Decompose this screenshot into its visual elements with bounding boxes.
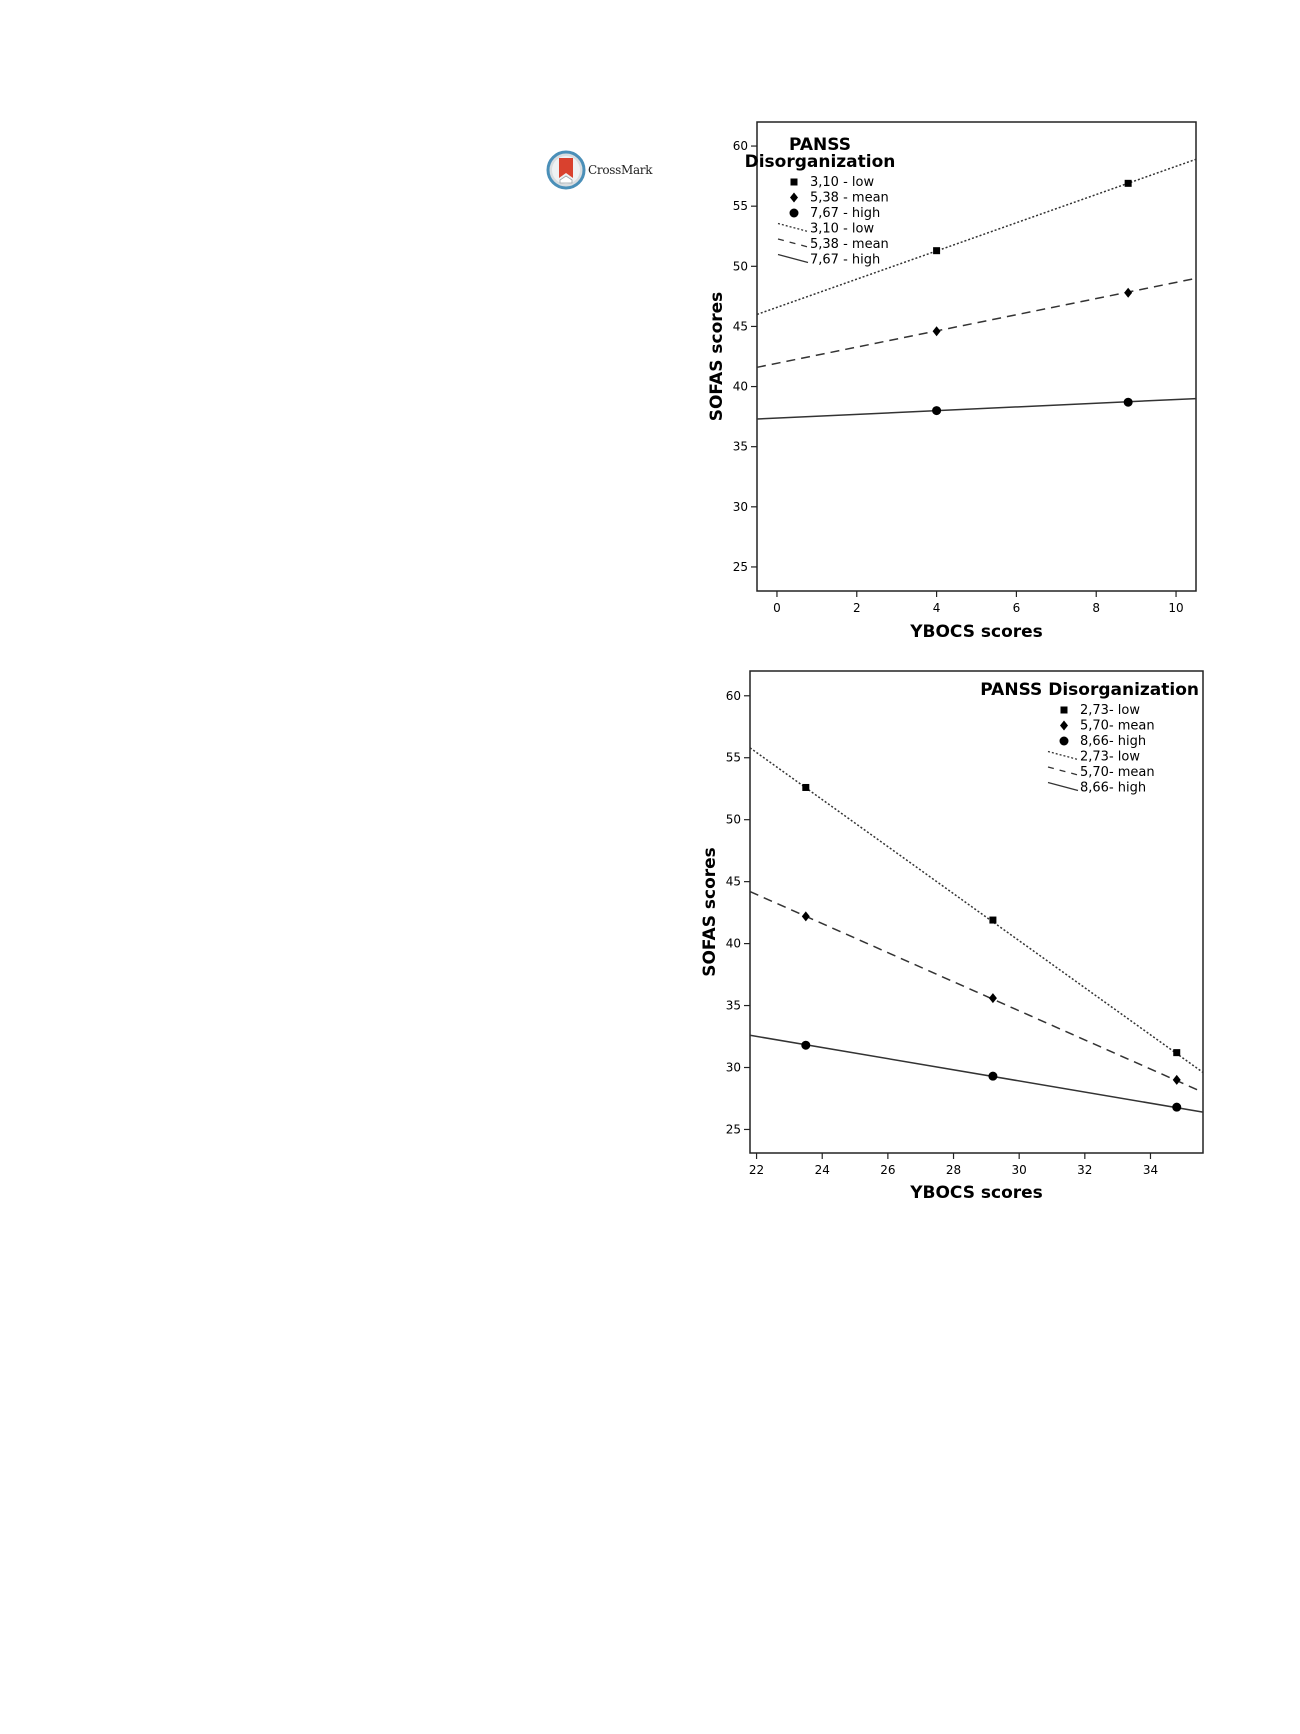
x-tick-label: 8 [1092, 601, 1101, 615]
x-tick-label: 22 [748, 1163, 765, 1177]
legend-entry: 3,10 - low [810, 221, 875, 237]
x-tick-label: 34 [1142, 1163, 1159, 1177]
data-point-square [802, 784, 809, 791]
x-tick-label: 28 [945, 1163, 962, 1177]
legend-entry: 2,73- low [1080, 749, 1140, 765]
x-tick-label: 2 [852, 601, 861, 615]
legend [980, 680, 1199, 796]
legend-line-dotted [1048, 752, 1078, 760]
y-tick-label: 25 [725, 1122, 741, 1137]
y-tick-label: 55 [725, 750, 741, 765]
data-point-circle [988, 1072, 997, 1081]
legend-entry: 5,70- mean [1080, 765, 1155, 780]
y-tick-label: 50 [732, 259, 748, 274]
x-tick-label: 32 [1077, 1163, 1093, 1177]
data-point-square [989, 917, 996, 924]
y-tick-label: 45 [732, 319, 748, 334]
y-tick-label: 55 [732, 199, 748, 214]
x-tick-label: 24 [814, 1163, 830, 1177]
x-tick-label: 0 [773, 601, 781, 615]
y-tick-label: 35 [732, 439, 748, 454]
legend-entry: 5,38 - mean [810, 237, 889, 252]
legend-entry: 5,70- mean [1080, 718, 1155, 734]
legend-title: PANSS [788, 135, 852, 155]
legend-marker-circle [1060, 737, 1069, 746]
legend-marker-diamond [1060, 721, 1068, 731]
data-point-diamond [989, 993, 997, 1003]
legend-entry: 8,66- high [1080, 780, 1147, 796]
data-point-diamond [802, 911, 810, 921]
y-tick-label: 45 [725, 874, 741, 889]
x-tick-label: 26 [880, 1163, 896, 1177]
data-point-circle [1172, 1103, 1181, 1112]
series-line [750, 1035, 1203, 1112]
data-point-circle [801, 1041, 810, 1050]
y-tick-label: 30 [732, 499, 748, 514]
y-tick-label: 60 [725, 688, 741, 703]
legend-entry: 2,73- low [1080, 703, 1140, 718]
legend-entry: 7,67 - high [810, 206, 881, 221]
y-tick-label: 60 [732, 139, 748, 154]
legend-marker-square [1061, 707, 1068, 714]
legend-entry: 5,38 - mean [810, 190, 889, 206]
series-line [750, 748, 1203, 1073]
y-tick-label: 40 [725, 936, 741, 951]
legend-line-solid [1048, 783, 1078, 791]
series-line [750, 892, 1203, 1093]
x-tick-label: 10 [1168, 601, 1184, 615]
y-tick-label: 35 [725, 998, 741, 1013]
legend-entry: 7,67 - high [810, 252, 881, 268]
x-axis-label: YBOCS scores [910, 622, 1043, 642]
y-axis-label: SOFAS scores [707, 291, 727, 422]
data-point-square [1173, 1049, 1180, 1056]
x-tick-label: 6 [1012, 601, 1021, 615]
legend-entry: 3,10 - low [810, 175, 875, 190]
legend-title: PANSS Disorganization [980, 680, 1199, 700]
y-tick-label: 50 [725, 812, 741, 827]
x-axis-label: YBOCS scores [910, 1183, 1043, 1203]
legend-title: Disorganization [744, 152, 896, 172]
x-tick-label: 4 [932, 601, 941, 615]
y-tick-label: 25 [732, 559, 748, 574]
crossmark-label: CrossMark [588, 163, 653, 177]
y-tick-label: 30 [725, 1060, 741, 1075]
data-point-diamond [1173, 1075, 1181, 1085]
x-tick-label: 30 [1011, 1163, 1027, 1177]
y-tick-label: 40 [732, 379, 748, 394]
legend-entry: 8,66- high [1080, 734, 1147, 749]
y-axis-label: SOFAS scores [700, 847, 720, 977]
legend-line-dashed [1048, 767, 1078, 775]
